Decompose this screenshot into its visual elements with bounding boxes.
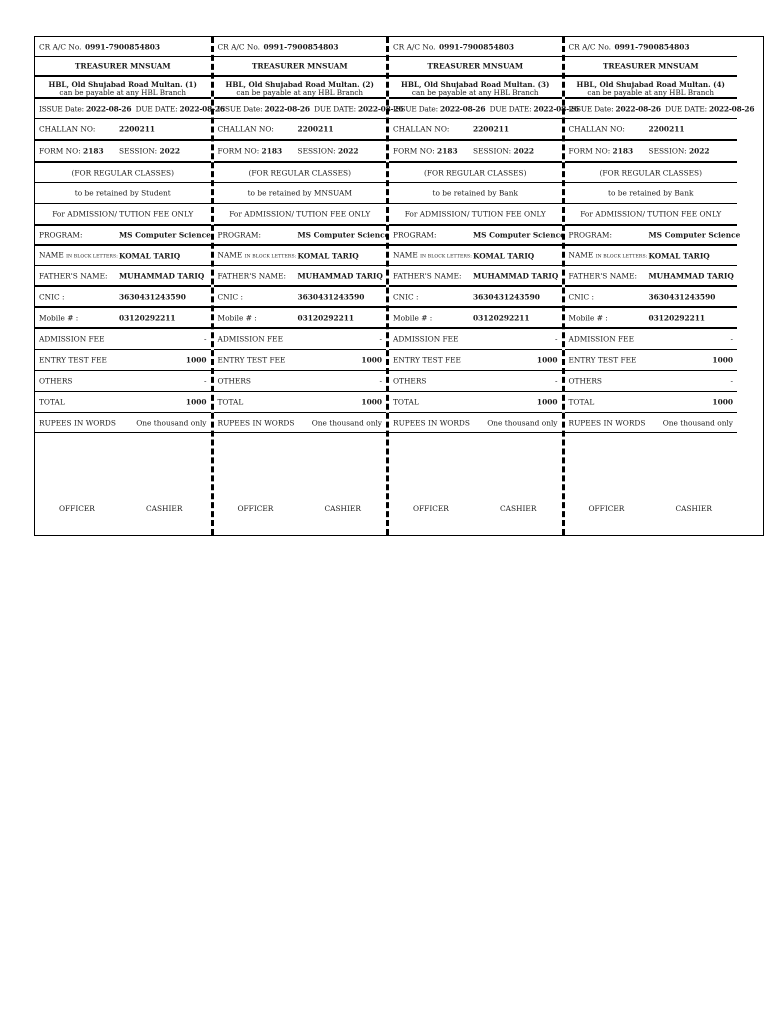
regular-row: [214, 163, 387, 183]
officer-label: OFFICER: [59, 504, 95, 513]
program-value: MS Computer Science: [119, 230, 211, 240]
signature-area: [214, 437, 387, 535]
challan-no: 2200211: [297, 124, 334, 134]
admission-fee-row: [565, 329, 738, 350]
fee-challan-sheet: [34, 36, 764, 536]
cr-account-row: [214, 37, 387, 57]
others-value: -: [555, 376, 558, 386]
challan-copy-1: [35, 37, 225, 535]
program-row: [214, 226, 390, 246]
session-value: 2022: [513, 146, 535, 156]
others-row: [214, 371, 387, 392]
form-row: [565, 141, 738, 163]
program-label: PROGRAM:: [217, 230, 261, 240]
retained-label: to be retained by Student: [74, 188, 171, 198]
mobile-row: [389, 308, 562, 329]
signature-area: [565, 437, 738, 535]
father-value: MUHAMMAD TARIQ: [473, 270, 559, 280]
form-no: 2183: [83, 146, 104, 156]
father-value: MUHAMMAD TARIQ: [119, 270, 205, 280]
others-label: OTHERS: [217, 376, 251, 386]
challan-row: [565, 119, 738, 141]
rupees-words-row: [214, 413, 387, 433]
challan-copy-3: [386, 37, 579, 535]
rupees-words-row: [389, 413, 562, 433]
father-row: [389, 266, 562, 287]
bank-line: HBL, Old Shujabad Road Multan. (4): [576, 80, 725, 89]
total-label: TOTAL: [217, 397, 244, 407]
total-label: TOTAL: [39, 397, 65, 407]
admission-fee-value: -: [379, 334, 382, 344]
entry-fee-value: 1000: [536, 355, 558, 365]
challan-label: CHALLAN NO:: [568, 124, 625, 134]
cashier-label: CASHIER: [146, 504, 183, 513]
cnic-value: 3630431243590: [473, 291, 540, 301]
bank-row: [389, 77, 562, 99]
rupees-words-label: RUPEES IN WORDS: [568, 417, 646, 427]
name-label: NAME: [217, 250, 243, 260]
total-value: 1000: [712, 397, 733, 407]
issue-label: ISSUE Date:: [217, 103, 263, 113]
admission-only-label: For ADMISSION/ TUTION FEE ONLY: [404, 209, 546, 219]
rupees-words-label: RUPEES IN WORDS: [393, 417, 470, 427]
cnic-label: CNIC :: [217, 291, 244, 301]
challan-copy-4: [562, 37, 755, 535]
account-no: 0991-7900854803: [614, 41, 690, 51]
cr-label: CR A/C No.: [568, 41, 612, 51]
entry-fee-label: ENTRY TEST FEE: [568, 355, 637, 365]
total-row: [389, 392, 562, 413]
retained-row: [565, 183, 738, 204]
admission-only-label: For ADMISSION/ TUTION FEE ONLY: [52, 209, 194, 219]
mobile-row: [214, 308, 387, 329]
entry-fee-value: 1000: [185, 355, 207, 365]
bank-sub: can be payable at any HBL Branch: [59, 88, 187, 97]
program-row: [389, 226, 565, 246]
cashier-label: CASHIER: [675, 504, 712, 513]
father-label: FATHER'S NAME:: [39, 270, 108, 280]
issue-label: ISSUE Date:: [393, 103, 438, 113]
treasurer-row: [389, 57, 562, 77]
challan-label: CHALLAN NO:: [393, 124, 450, 134]
session-value: 2022: [689, 146, 710, 156]
name-label: NAME: [39, 250, 64, 260]
program-row: [35, 226, 211, 246]
mobile-value: 03120292211: [648, 312, 706, 322]
cnic-row: [389, 287, 562, 308]
program-value: MS Computer Science: [473, 230, 565, 240]
signature-area: [35, 437, 211, 535]
rupees-words-value: One thousand only: [487, 417, 558, 427]
total-label: TOTAL: [568, 397, 595, 407]
cr-label: CR A/C No.: [39, 41, 82, 51]
program-value: MS Computer Science: [297, 230, 390, 240]
block-letters-label: IN BLOCK LETTERS:: [66, 254, 118, 260]
officer-label: OFFICER: [237, 504, 274, 513]
cnic-value: 3630431243590: [648, 291, 716, 301]
due-date: 2022-08-26: [358, 103, 404, 113]
name-value: KOMAL TARIQ: [648, 250, 710, 260]
due-label: DUE DATE:: [135, 103, 178, 113]
bank-sub: can be payable at any HBL Branch: [236, 88, 364, 97]
admission-fee-label: ADMISSION FEE: [568, 334, 634, 344]
admission-fee-row: [389, 329, 562, 350]
admission-fee-row: [35, 329, 211, 350]
treasurer-row: [565, 57, 738, 77]
father-row: [565, 266, 738, 287]
session-value: 2022: [338, 146, 359, 156]
bank-sub: can be payable at any HBL Branch: [587, 88, 715, 97]
entry-fee-value: 1000: [712, 355, 733, 365]
issue-label: ISSUE Date:: [568, 103, 614, 113]
admission-fee-value: -: [204, 334, 207, 344]
admission-only-row: [214, 204, 387, 226]
entry-fee-label: ENTRY TEST FEE: [39, 355, 107, 365]
due-date: 2022-08-26: [709, 103, 755, 113]
rupees-words-row: [565, 413, 738, 433]
challan-label: CHALLAN NO:: [39, 124, 96, 134]
cashier-label: CASHIER: [324, 504, 361, 513]
mobile-value: 03120292211: [473, 312, 530, 322]
due-date: 2022-08-26: [533, 103, 579, 113]
dates-row: [565, 99, 755, 119]
others-row: [35, 371, 211, 392]
bank-row: [214, 77, 387, 99]
entry-fee-label: ENTRY TEST FEE: [393, 355, 461, 365]
regular-label: (FOR REGULAR CLASSES): [71, 167, 174, 177]
mobile-row: [35, 308, 211, 329]
name-label: NAME: [568, 250, 594, 260]
form-no: 2183: [612, 146, 634, 156]
issue-date: 2022-08-26: [615, 103, 661, 113]
name-value: KOMAL TARIQ: [297, 250, 359, 260]
total-value: 1000: [185, 397, 207, 407]
bank-row: [565, 77, 738, 99]
admission-fee-value: -: [730, 334, 733, 344]
father-row: [214, 266, 387, 287]
officer-label: OFFICER: [413, 504, 449, 513]
form-label: FORM NO:: [568, 146, 611, 156]
cr-label: CR A/C No.: [393, 41, 436, 51]
regular-label: (FOR REGULAR CLASSES): [424, 167, 527, 177]
challan-copy-2: [211, 37, 404, 535]
session-label: SESSION:: [297, 146, 336, 156]
retained-label: to be retained by Bank: [608, 188, 694, 198]
mobile-row: [565, 308, 738, 329]
regular-row: [565, 163, 738, 183]
cnic-value: 3630431243590: [297, 291, 365, 301]
total-value: 1000: [536, 397, 558, 407]
dates-row: [389, 99, 579, 119]
others-label: OTHERS: [393, 376, 427, 386]
entry-fee-value: 1000: [361, 355, 382, 365]
account-no: 0991-7900854803: [85, 41, 161, 51]
bank-line: HBL, Old Shujabad Road Multan. (1): [48, 80, 197, 89]
others-value: -: [730, 376, 733, 386]
rupees-words-label: RUPEES IN WORDS: [217, 417, 295, 427]
others-row: [389, 371, 562, 392]
block-letters-label: IN BLOCK LETTERS:: [420, 254, 472, 260]
retained-label: to be retained by Bank: [432, 188, 518, 198]
father-value: MUHAMMAD TARIQ: [297, 270, 383, 280]
bank-line: HBL, Old Shujabad Road Multan. (2): [225, 80, 374, 89]
retained-label: to be retained by MNSUAM: [247, 188, 352, 198]
session-label: SESSION:: [648, 146, 687, 156]
program-label: PROGRAM:: [393, 230, 437, 240]
mobile-label: Mobile # :: [568, 312, 608, 322]
admission-fee-value: -: [555, 334, 558, 344]
admission-only-row: [389, 204, 562, 226]
challan-row: [389, 119, 562, 141]
form-label: FORM NO:: [39, 146, 81, 156]
challan-label: CHALLAN NO:: [217, 124, 274, 134]
treasurer-label: TREASURER MNSUAM: [602, 61, 699, 71]
father-row: [35, 266, 211, 287]
name-row: [35, 246, 211, 266]
rupees-words-row: [35, 413, 211, 433]
officer-label: OFFICER: [588, 504, 625, 513]
due-label: DUE DATE:: [314, 103, 356, 113]
total-value: 1000: [361, 397, 382, 407]
program-value: MS Computer Science: [648, 230, 741, 240]
block-letters-label: IN BLOCK LETTERS:: [244, 254, 297, 260]
admission-only-label: For ADMISSION/ TUTION FEE ONLY: [229, 209, 371, 219]
retained-row: [214, 183, 387, 204]
form-row: [35, 141, 211, 163]
admission-only-row: [565, 204, 738, 226]
cnic-label: CNIC :: [39, 291, 65, 301]
form-no: 2183: [437, 146, 458, 156]
name-row: [389, 246, 562, 266]
challan-no: 2200211: [648, 124, 685, 134]
program-label: PROGRAM:: [568, 230, 612, 240]
regular-row: [389, 163, 562, 183]
issue-date: 2022-08-26: [264, 103, 310, 113]
cr-account-row: [389, 37, 562, 57]
cnic-row: [565, 287, 738, 308]
entry-fee-row: [35, 350, 211, 371]
form-row: [214, 141, 387, 163]
retained-row: [389, 183, 562, 204]
entry-fee-label: ENTRY TEST FEE: [217, 355, 286, 365]
admission-fee-label: ADMISSION FEE: [39, 334, 105, 344]
block-letters-label: IN BLOCK LETTERS:: [595, 254, 648, 260]
treasurer-label: TREASURER MNSUAM: [251, 61, 348, 71]
cnic-row: [35, 287, 211, 308]
total-row: [214, 392, 387, 413]
cnic-label: CNIC :: [568, 291, 595, 301]
father-label: FATHER'S NAME:: [217, 270, 286, 280]
regular-label: (FOR REGULAR CLASSES): [248, 167, 351, 177]
session-value: 2022: [159, 146, 181, 156]
bank-sub: can be payable at any HBL Branch: [411, 88, 539, 97]
father-label: FATHER'S NAME:: [568, 270, 637, 280]
session-label: SESSION:: [473, 146, 512, 156]
cr-account-row: [565, 37, 738, 57]
cnic-value: 3630431243590: [119, 291, 186, 301]
challan-no: 2200211: [473, 124, 509, 134]
others-label: OTHERS: [39, 376, 73, 386]
entry-fee-row: [389, 350, 562, 371]
session-label: SESSION:: [119, 146, 158, 156]
cr-label: CR A/C No.: [217, 41, 261, 51]
mobile-label: Mobile # :: [217, 312, 257, 322]
regular-row: [35, 163, 211, 183]
total-row: [565, 392, 738, 413]
due-label: DUE DATE:: [665, 103, 707, 113]
due-label: DUE DATE:: [489, 103, 532, 113]
mobile-label: Mobile # :: [393, 312, 433, 322]
challan-row: [214, 119, 387, 141]
rupees-words-value: One thousand only: [136, 417, 207, 427]
program-label: PROGRAM:: [39, 230, 83, 240]
mobile-value: 03120292211: [297, 312, 355, 322]
mobile-label: Mobile # :: [39, 312, 79, 322]
dates-row: [214, 99, 404, 119]
bank-row: [35, 77, 211, 99]
program-row: [565, 226, 741, 246]
treasurer-row: [35, 57, 211, 77]
issue-date: 2022-08-26: [440, 103, 486, 113]
account-no: 0991-7900854803: [439, 41, 515, 51]
form-row: [389, 141, 562, 163]
regular-label: (FOR REGULAR CLASSES): [599, 167, 702, 177]
retained-row: [35, 183, 211, 204]
form-no: 2183: [261, 146, 283, 156]
cashier-label: CASHIER: [500, 504, 537, 513]
signature-area: [389, 437, 562, 535]
name-row: [214, 246, 387, 266]
admission-only-row: [35, 204, 211, 226]
treasurer-label: TREASURER MNSUAM: [74, 61, 171, 71]
name-value: KOMAL TARIQ: [473, 250, 535, 260]
entry-fee-row: [565, 350, 738, 371]
admission-fee-row: [214, 329, 387, 350]
others-label: OTHERS: [568, 376, 602, 386]
total-row: [35, 392, 211, 413]
admission-fee-label: ADMISSION FEE: [217, 334, 283, 344]
cnic-row: [214, 287, 387, 308]
form-label: FORM NO:: [217, 146, 260, 156]
entry-fee-row: [214, 350, 387, 371]
rupees-words-value: One thousand only: [311, 417, 382, 427]
form-label: FORM NO:: [393, 146, 435, 156]
due-date: 2022-08-26: [179, 103, 225, 113]
treasurer-row: [214, 57, 387, 77]
dates-row: [35, 99, 225, 119]
rupees-words-label: RUPEES IN WORDS: [39, 417, 116, 427]
admission-fee-label: ADMISSION FEE: [393, 334, 459, 344]
account-no: 0991-7900854803: [263, 41, 339, 51]
admission-only-label: For ADMISSION/ TUTION FEE ONLY: [580, 209, 722, 219]
father-value: MUHAMMAD TARIQ: [648, 270, 734, 280]
rupees-words-value: One thousand only: [662, 417, 733, 427]
issue-date: 2022-08-26: [86, 103, 132, 113]
others-value: -: [379, 376, 382, 386]
total-label: TOTAL: [393, 397, 419, 407]
treasurer-label: TREASURER MNSUAM: [427, 61, 524, 71]
others-value: -: [204, 376, 207, 386]
name-label: NAME: [393, 250, 418, 260]
issue-label: ISSUE Date:: [39, 103, 84, 113]
challan-row: [35, 119, 211, 141]
name-value: KOMAL TARIQ: [119, 250, 181, 260]
others-row: [565, 371, 738, 392]
cr-account-row: [35, 37, 211, 57]
cnic-label: CNIC :: [393, 291, 419, 301]
challan-no: 2200211: [119, 124, 155, 134]
mobile-value: 03120292211: [119, 312, 176, 322]
bank-line: HBL, Old Shujabad Road Multan. (3): [401, 80, 550, 89]
father-label: FATHER'S NAME:: [393, 270, 462, 280]
name-row: [565, 246, 738, 266]
